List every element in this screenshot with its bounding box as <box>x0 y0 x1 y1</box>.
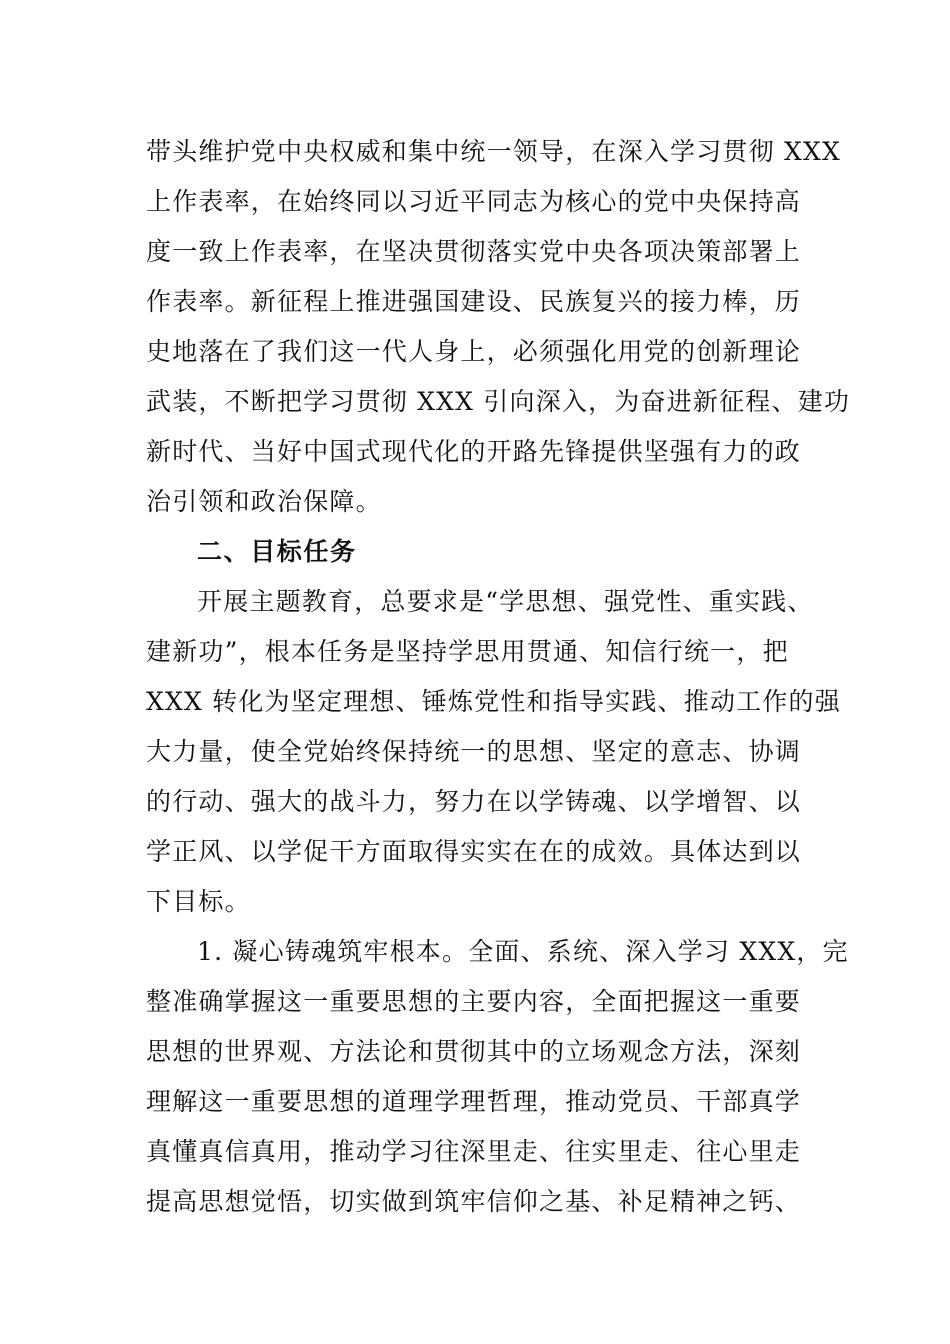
paragraph-line: 整准确掌握这一重要思想的主要内容，全面把握这一重要 <box>146 987 802 1016</box>
paragraph-line: 大力量，使全党始终保持统一的思想、坚定的意志、协调 <box>146 737 802 766</box>
paragraph-line: 学正风、以学促干方面取得实实在在的成效。具体达到以 <box>146 837 802 866</box>
paragraph-line: 武装，不断把学习贯彻 XXX 引向深入，为奋进新征程、建功 <box>146 387 851 416</box>
paragraph-line: 1. 凝心铸魂筑牢根本。全面、系统、深入学习 XXX，完 <box>197 937 849 966</box>
paragraph-line: 真懂真信真用，推动学习往深里走、往实里走、往心里走 <box>146 1137 802 1166</box>
paragraph-line: 开展主题教育，总要求是“学思想、强党性、重实践、 <box>197 587 814 616</box>
paragraph-line: 史地落在了我们这一代人身上，必须强化用党的创新理论 <box>146 337 802 366</box>
paragraph-line: 的行动、强大的战斗力，努力在以学铸魂、以学增智、以 <box>146 787 802 816</box>
paragraph-line: 带头维护党中央权威和集中统一领导，在深入学习贯彻 XXX <box>146 137 841 166</box>
paragraph-line: 治引领和政治保障。 <box>146 487 382 516</box>
paragraph-line: XXX 转化为坚定理想、锤炼党性和指导实践、推动工作的强 <box>146 687 841 716</box>
section-heading: 二、目标任务 <box>197 537 357 566</box>
paragraph-line: 建新功”，根本任务是坚持学思用贯通、知信行统一，把 <box>146 637 789 666</box>
paragraph-line: 提高思想觉悟，切实做到筑牢信仰之基、补足精神之钙、 <box>146 1187 802 1216</box>
paragraph-line: 思想的世界观、方法论和贯彻其中的立场观念方法，深刻 <box>146 1037 802 1066</box>
paragraph-line: 上作表率，在始终同以习近平同志为核心的党中央保持高 <box>146 187 802 216</box>
paragraph-line: 作表率。新征程上推进强国建设、民族复兴的接力棒，历 <box>146 287 802 316</box>
paragraph-line: 度一致上作表率，在坚决贯彻落实党中央各项决策部署上 <box>146 237 802 266</box>
paragraph-line: 理解这一重要思想的道理学理哲理，推动党员、干部真学 <box>146 1087 802 1116</box>
paragraph-line: 新时代、当好中国式现代化的开路先锋提供坚强有力的政 <box>146 437 802 466</box>
paragraph-line: 下目标。 <box>146 887 251 916</box>
